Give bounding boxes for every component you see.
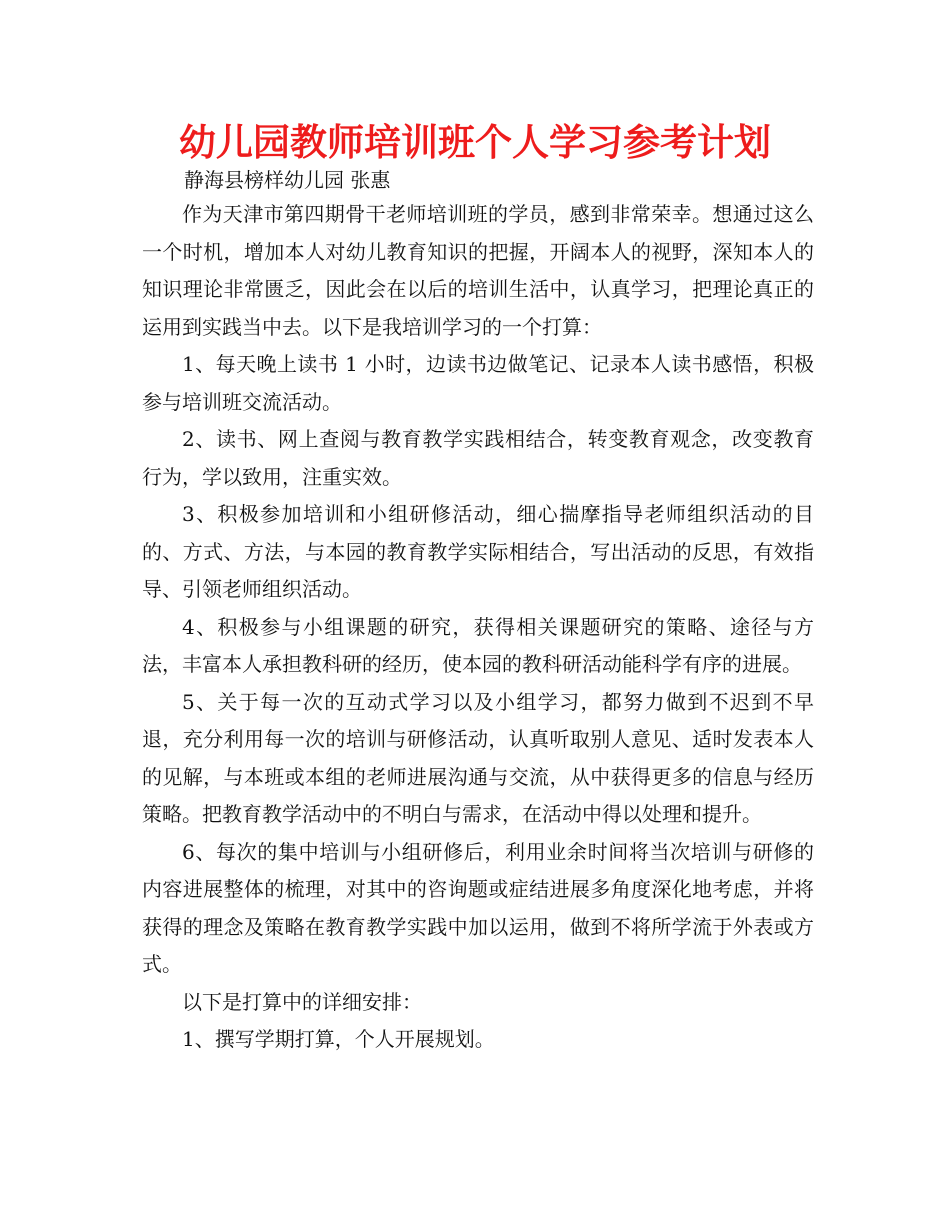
paragraph-item-5: 5、关于每一次的互动式学习以及小组学习，都努力做到不迟到不早退，充分利用每一次的培训与研修活动，认真听取别人意见、适时发表本人的见解，与本班或本组的老师进展沟通与交流，从中获得更多的信息与经历策略。把教育教学活动中的不明白与需求，在活动中得以处理和提升。 — [142, 689, 814, 826]
paragraph-item-1: 1、每天晚上读书 1 小时，边读书边做笔记、记录本人读书感悟，积极参与培训班交流活动。 — [142, 352, 814, 414]
document-body — [142, 196, 814, 1059]
document-author: 静海县榜样幼儿园 张惠 — [184, 168, 391, 192]
paragraph-schedule-heading: 以下是打算中的详细安排： — [182, 989, 422, 1014]
paragraph-item-6: 6、每次的集中培训与小组研修后，利用业余时间将当次培训与研修的内容进展整体的梳理，对其中的咨询题或症结进展多角度深化地考虑，并将获得的理念及策略在教育教学实践中加以运用，做到不将所学流于外表或方式。 — [142, 839, 814, 976]
document-title: 幼儿园教师培训班个人学习参考计划 — [179, 121, 771, 164]
paragraph-item-4: 4、积极参与小组课题的研究，获得相关课题研究的策略、途径与方法，丰富本人承担教科研的经历，使本园的教科研活动能科学有序的进展。 — [142, 614, 814, 676]
paragraph-item-2: 2、读书、网上查阅与教育教学实践相结合，转变教育观念，改变教育行为，学以致用，注重实效。 — [142, 427, 814, 489]
paragraph-schedule-item-1: 1、撰写学期打算，个人开展规划。 — [182, 1027, 495, 1051]
paragraph-intro: 作为天津市第四期骨干老师培训班的学员，感到非常荣幸。想通过这么一个时机，增加本人对幼儿教育知识的把握，开阔本人的视野，深知本人的知识理论非常匮乏，因此会在以后的培训生活中，认真学习，把理论真正的运用到实践当中去。以下是我培训学习的一个打算： — [142, 202, 814, 339]
paragraph-item-3: 3、积极参加培训和小组研修活动，细心揣摩指导老师组织活动的目的、方式、方法，与本园的教育教学实际相结合，写出活动的反思，有效指导、引领老师组织活动。 — [142, 502, 814, 601]
